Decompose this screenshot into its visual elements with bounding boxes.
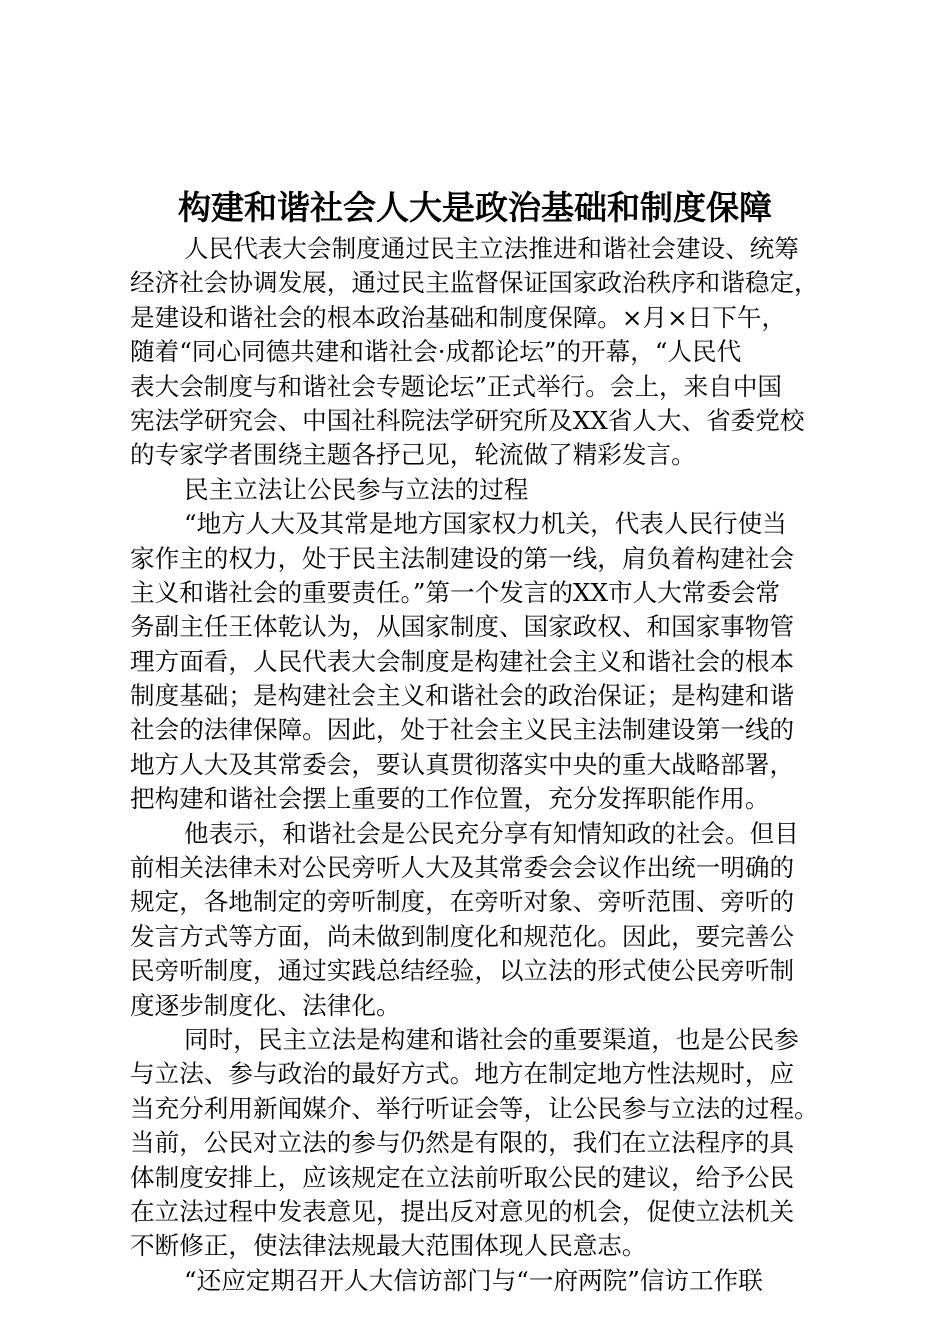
paragraph-line: 随着“同心同德共建和谐社会·成都论坛”的开幕，“人民代 — [130, 337, 742, 367]
paragraph-line: 规定，各地制定的旁听制度，在旁听对象、旁听范围、旁听的 — [130, 887, 795, 917]
paragraph-line: 的专家学者围绕主题各抒己见，轮流做了精彩发言。 — [130, 440, 696, 470]
paragraph-line: 度逐步制度化、法律化。 — [130, 990, 401, 1020]
paragraph-line: 主义和谐社会的重要责任。”第一个发言的XX市人大常委会常 — [130, 577, 781, 607]
paragraph-line: “还应定期召开人大信访部门与“一府两院”信访工作联 — [184, 1265, 763, 1295]
paragraph-line: 民旁听制度，通过实践总结经验，以立法的形式使公民旁听制 — [130, 956, 795, 986]
paragraph-line: 表大会制度与和谐社会专题论坛”正式举行。会上，来自中国 — [130, 371, 783, 401]
paragraph-line: 同时，民主立法是构建和谐社会的重要渠道，也是公民参 — [184, 1024, 799, 1054]
paragraph-line: 人民代表大会制度通过民主立法推进和谐社会建设、统筹 — [184, 234, 799, 263]
paragraph-line: 家作主的权力，处于民主法制建设的第一线，肩负着构建社会 — [130, 543, 795, 573]
section-heading: 民主立法让公民参与立法的过程 — [184, 474, 529, 504]
document-body — [130, 232, 870, 1298]
paragraph-line: “地方人大及其常是地方国家权力机关，代表人民行使当 — [184, 509, 787, 539]
paragraph-line: 地方人大及其常委会，要认真贯彻落实中央的重大战略部署， — [130, 749, 795, 779]
document-title: 构建和谐社会人大是政治基础和制度保障 — [178, 188, 772, 227]
paragraph-line: 当前，公民对立法的参与仍然是有限的，我们在立法程序的具 — [130, 1128, 795, 1158]
paragraph-line: 制度基础；是构建社会主义和谐社会的政治保证；是构建和谐 — [130, 681, 795, 711]
paragraph-line: 经济社会协调发展，通过民主监督保证国家政治秩序和谐稳定， — [130, 268, 819, 298]
paragraph-line: 发言方式等方面，尚未做到制度化和规范化。因此，要完善公 — [130, 921, 795, 951]
paragraph-line: 他表示，和谐社会是公民充分享有知情知政的社会。但目 — [184, 818, 799, 848]
paragraph-line: 前相关法律未对公民旁听人大及其常委会会议作出统一明确的 — [130, 853, 795, 883]
paragraph-line: 理方面看，人民代表大会制度是构建社会主义和谐社会的根本 — [130, 646, 795, 676]
paragraph-line: 不断修正，使法律法规最大范围体现人民意志。 — [130, 1231, 647, 1261]
paragraph-line: 社会的法律保障。因此，处于社会主义民主法制建设第一线的 — [130, 715, 795, 745]
paragraph-line: 把构建和谐社会摆上重要的工作位置，充分发挥职能作用。 — [130, 784, 770, 814]
paragraph-line: 在立法过程中发表意见，提出反对意见的机会，促使立法机关 — [130, 1196, 795, 1226]
paragraph-line: 务副主任王体乾认为，从国家制度、国家政权、和国家事物管 — [130, 612, 795, 642]
paragraph-line: 是建设和谐社会的根本政治基础和制度保障。×月×日下午， — [130, 302, 787, 332]
paragraph-line: 宪法学研究会、中国社科院法学研究所及XX省人大、省委党校 — [130, 405, 805, 435]
paragraph-line: 体制度安排上，应该规定在立法前听取公民的建议，给予公民 — [130, 1162, 795, 1192]
paragraph-line: 当充分利用新闻媒介、举行听证会等，让公民参与立法的过程。 — [130, 1093, 819, 1123]
paragraph-line: 与立法、参与政治的最好方式。地方在制定地方性法规时，应 — [130, 1059, 795, 1089]
